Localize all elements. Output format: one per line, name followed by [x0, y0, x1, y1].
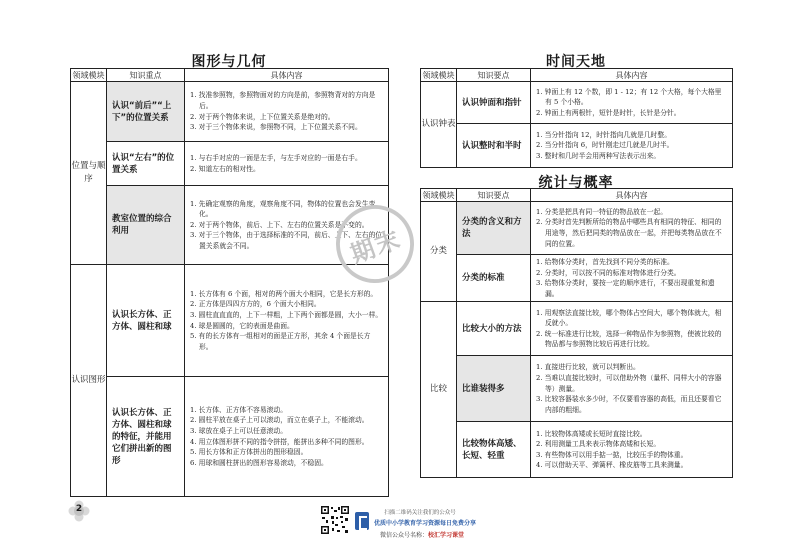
list-item: 2. 对于两个物体来说，上下位置关系是绝对的。 [190, 112, 335, 121]
area-cell: 认识图形 [71, 265, 107, 497]
list-item: 1. 长方体有 6 个面，相对的两个面大小相同，它是长方形的。 [190, 289, 378, 298]
list-item: 3. 对于三个物体来说，参照物不同，上下位置关系不同。 [190, 123, 362, 132]
content-cell [531, 202, 733, 255]
point-cell: 认识“左右”的位置关系 [107, 142, 185, 186]
content-cell [531, 124, 733, 168]
table-row [421, 202, 733, 255]
list-item: 1. 用观察法直接比较，哪个物体占空间大，哪个物体就大，相反就小。 [536, 308, 722, 328]
table-row [421, 302, 733, 356]
wechat-name: 校汇学习课堂 [428, 532, 465, 539]
wechat-line [380, 530, 530, 539]
table-row [71, 377, 389, 497]
list-item: 2. 当难以直接比较时，可以借助外物（量杯、同样大小的容器等）测量。 [536, 373, 722, 393]
list-item: 1. 比较物体高矮或长短时直接比较。 [536, 429, 647, 438]
content-cell [531, 255, 733, 302]
wechat-label: 微信公众号名称： [380, 532, 429, 539]
point-cell: 比较物体高矮、长短、轻重 [457, 422, 531, 478]
list-item: 3. 有些物体可以用手掂一掂，比较压手的物体重。 [536, 450, 688, 459]
content-cell [185, 265, 389, 377]
list-item: 2. 当分针指向 6，时针刚走过几就是几时半。 [536, 141, 674, 150]
table-row [421, 82, 733, 124]
area-cell: 认识钟表 [421, 82, 457, 168]
stats-title: 统计与概率 [538, 175, 614, 191]
point-cell: 认识整时和半时 [457, 124, 531, 168]
header-area: 领域模块 [422, 190, 455, 200]
point-cell: 认识长方体、正方体、圆柱和球的特征，并能用它们拼出新的图形 [107, 377, 185, 497]
qr-code-icon [320, 505, 350, 535]
list-item: 2. 统一标准进行比较，选择一种物品作为参照物，使被比较的物品都与参照物比较后再进行比较。 [536, 329, 722, 349]
list-item: 5. 有的长方体有一组相对的面是正方形，其余 4 个面是长方形。 [190, 332, 371, 351]
list-item: 1. 给物体分类时，首先找到不同分类的标准。 [536, 258, 674, 266]
stats-table [420, 188, 733, 478]
table-row [71, 82, 389, 142]
app-logo-icon [355, 512, 369, 530]
page-number: 2 [75, 504, 83, 514]
geometry-title: 图形与几何 [191, 54, 267, 70]
header-area: 领域模块 [422, 70, 455, 80]
list-item: 1. 与右手对应的一面是左手，与左手对应的一面是右手。 [190, 153, 362, 162]
list-item: 1. 钟面上有 12 个数，即 1 - 12；有 12 个大格，每个大格里有 5 个小格。 [536, 87, 722, 107]
list-item: 2. 分类时，可以按不同的标准对物体进行分类。 [536, 268, 681, 277]
point-cell: 分类的含义和方法 [457, 202, 531, 255]
list-item: 2. 利用测量工具来表示物体高矮和长短。 [536, 440, 661, 449]
list-item: 3. 比较容器装水多少时，不仅要看容器的高低，而且还要看它内部的粗细。 [536, 395, 722, 414]
header-area: 领域模块 [72, 70, 105, 80]
page-number-badge [68, 500, 90, 522]
table-header-row [421, 189, 733, 202]
content-cell [531, 302, 733, 356]
share-slogan: 优质中小学教育学习资源每日免费分享 [374, 520, 477, 527]
list-item: 6. 用球和圆柱拼出的图形容易滚动，不稳固。 [190, 458, 328, 467]
list-item: 1. 直接进行比较，就可以判断出。 [536, 363, 640, 372]
content-cell [531, 422, 733, 478]
qr-code[interactable] [320, 505, 350, 535]
header-point: 知识要点 [457, 189, 531, 202]
list-item: 4. 用立体图形拼不同的指令拼搭，能拼出多种不同的图形。 [190, 437, 369, 446]
table-row [71, 142, 389, 186]
point-cell: 教室位置的综合利用 [107, 186, 185, 265]
table-row [421, 422, 733, 478]
point-cell: 比谁装得多 [457, 356, 531, 422]
list-item: 2. 对于两个物体，前后、上下、左右的位置关系是不变的。 [190, 220, 369, 229]
list-item: 5. 用长方体和正方体拼出的图形稳固。 [190, 448, 308, 457]
scan-caption: 扫描二维码关注我们的公众号 [384, 510, 456, 516]
list-item: 1. 当分针指向 12，时针指向几就是几时整。 [536, 130, 672, 139]
list-item: 3. 整时和几时半会用两种写法表示出来。 [536, 151, 661, 160]
header-point: 知识要点 [457, 69, 531, 82]
table-row [421, 255, 733, 302]
table-row [71, 265, 389, 377]
table-header-row [421, 69, 733, 82]
content-cell [531, 356, 733, 422]
list-item: 1. 找准参照物，参照物面对的方向是前，参照物背对的方向是后。 [190, 91, 376, 110]
content-cell [531, 82, 733, 124]
content-cell [185, 142, 389, 186]
list-item: 2. 正方体是四四方方的，6 个面大小相同。 [190, 300, 321, 309]
list-item: 1. 先确定观察的角度，观察角度不同，物体的位置也会发生变化。 [190, 199, 376, 219]
list-item: 2. 钟面上有两根针，短针是时针，长针是分针。 [536, 108, 681, 117]
point-cell: 分类的标准 [457, 255, 531, 302]
area-cell: 比较 [421, 302, 457, 478]
content-cell [185, 82, 389, 142]
geometry-table [70, 68, 389, 497]
table-row [421, 124, 733, 168]
header-content: 具体内容 [531, 69, 733, 82]
list-item: 1. 分类是把具有同一特征的物品放在一起。 [536, 207, 667, 216]
list-item: 3. 球放在桌子上可以任意滚动。 [190, 426, 288, 435]
table-header-row [71, 69, 389, 82]
list-item: 2. 知道左右的相对性。 [190, 164, 260, 173]
point-cell: 认识“前后”“上下”的位置关系 [107, 82, 185, 142]
area-cell: 位置与顺序 [71, 82, 107, 265]
point-cell: 比较大小的方法 [457, 302, 531, 356]
list-item: 3. 对于三个物体，由于选择标准的不同，前后、上下、左右的位置关系就会不同。 [190, 231, 383, 250]
list-item: 3. 圆柱直直直的，上下一样粗，上下两个面都是圆，大小一样。 [190, 310, 383, 319]
header-point: 知识重点 [107, 69, 185, 82]
list-item: 1. 长方体、正方体不容易滚动。 [190, 405, 288, 414]
header-content: 具体内容 [531, 189, 733, 202]
time-title: 时间天地 [546, 54, 606, 70]
area-cell: 分类 [421, 202, 457, 302]
exam-stamp-watermark: 期末 [325, 194, 425, 294]
list-item: 4. 可以借助天平、弹簧秤、橡皮筋等工具来测量。 [536, 461, 688, 470]
list-item: 3. 给物体分类时，要按一定的顺序进行，不要出现重复和遗漏。 [536, 279, 715, 298]
point-cell: 认识长方体、正方体、圆柱和球 [107, 265, 185, 377]
list-item: 2. 圆柱平放在桌子上可以滚动，而立在桌子上，不能滚动。 [190, 416, 369, 425]
table-row [421, 356, 733, 422]
header-content: 具体内容 [185, 69, 389, 82]
time-table [420, 68, 733, 168]
list-item: 4. 球是圆圆的，它的表面是曲面。 [190, 321, 294, 330]
list-item: 2. 分类时首先判断所给的物品中哪些具有相同的特征、相同的用途等，然后把同类的物品放在一起，并把每类物品放在不同的位置。 [536, 218, 722, 248]
content-cell [185, 377, 389, 497]
point-cell: 认识钟面和指针 [457, 82, 531, 124]
